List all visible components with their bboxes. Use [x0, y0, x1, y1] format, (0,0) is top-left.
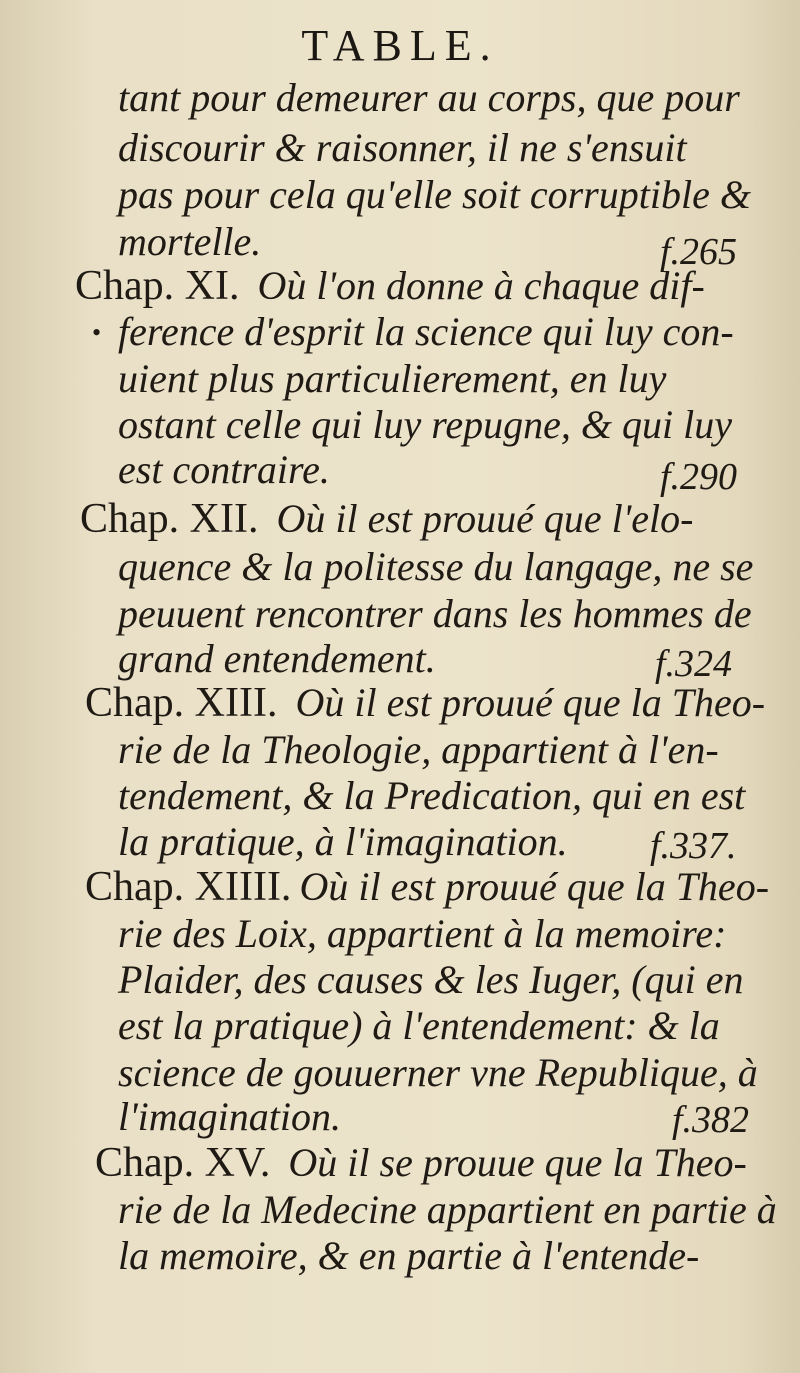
entry-heading-line [0, 1142, 800, 1184]
chapter-label: Chap. XIII. [85, 680, 278, 726]
entry-heading-line [0, 265, 800, 307]
entry-line: Où il est prouué que l'elo- [276, 496, 694, 541]
entry-line: science de gouuerner vne Republique, à [118, 1050, 758, 1095]
entry-line: tant pour demeurer au corps, que pour [118, 75, 740, 120]
entry-line: mortelle. [118, 219, 262, 264]
entry-line: quence & la politesse du langage, ne se [118, 544, 754, 589]
entry-line: tendement, & la Predication, qui en est [118, 773, 746, 818]
entry-line: est contraire. [118, 447, 330, 492]
entry-line: pas pour cela qu'elle soit corruptible & [118, 172, 751, 217]
entry-line: grand entendement. [118, 636, 436, 681]
entry-line: Où il est prouué que la Theo- [299, 864, 770, 909]
entry-line: l'imagination. [118, 1094, 342, 1139]
entry-line: Où l'on donne à chaque dif- [257, 263, 705, 308]
margin-dot: • [92, 318, 102, 347]
chapter-label: Chap. XI. [75, 263, 240, 309]
entry-line: rie de la Medecine appartient en partie à [118, 1187, 777, 1232]
folio-number: f.337. [650, 825, 737, 867]
entry-line: est la pratique) à l'entendement: & la [118, 1003, 720, 1048]
folio-number: f.265 [660, 231, 738, 273]
entry-line: discourir & raisonner, il ne s'ensuit [118, 125, 687, 170]
entry-line: Où il se prouue que la Theo- [288, 1140, 747, 1185]
folio-number: f.290 [660, 456, 738, 498]
folio-number: f.382 [672, 1099, 750, 1141]
entry-line: peuuent rencontrer dans les hommes de [118, 591, 752, 636]
entry-line: Où il est prouué que la Theo- [295, 680, 766, 725]
entry-heading-line [0, 682, 800, 724]
entry-line: Plaider, des causes & les Iuger, (qui en [118, 957, 744, 1002]
chapter-label: Chap. XIIII. [85, 864, 292, 910]
entry-line: la memoire, & en partie à l'entende- [118, 1233, 700, 1278]
entry-line: ference d'esprit la science qui luy con- [118, 309, 734, 354]
entry-heading-line [0, 498, 800, 540]
chapter-label: Chap. XV. [95, 1140, 271, 1186]
entry-line: ostant celle qui luy repugne, & qui luy [118, 402, 732, 447]
running-head: TABLE. [301, 21, 499, 70]
entry-line: rie des Loix, appartient à la memoire: [118, 911, 727, 956]
folio-number: f.324 [655, 643, 733, 685]
entry-heading-line [0, 866, 800, 908]
entry-line: rie de la Theologie, appartient à l'en- [118, 727, 719, 772]
chapter-label: Chap. XII. [80, 496, 259, 542]
entry-line: uient plus particulierement, en luy [118, 356, 667, 401]
entry-line: la pratique, à l'imagination. [118, 819, 568, 864]
